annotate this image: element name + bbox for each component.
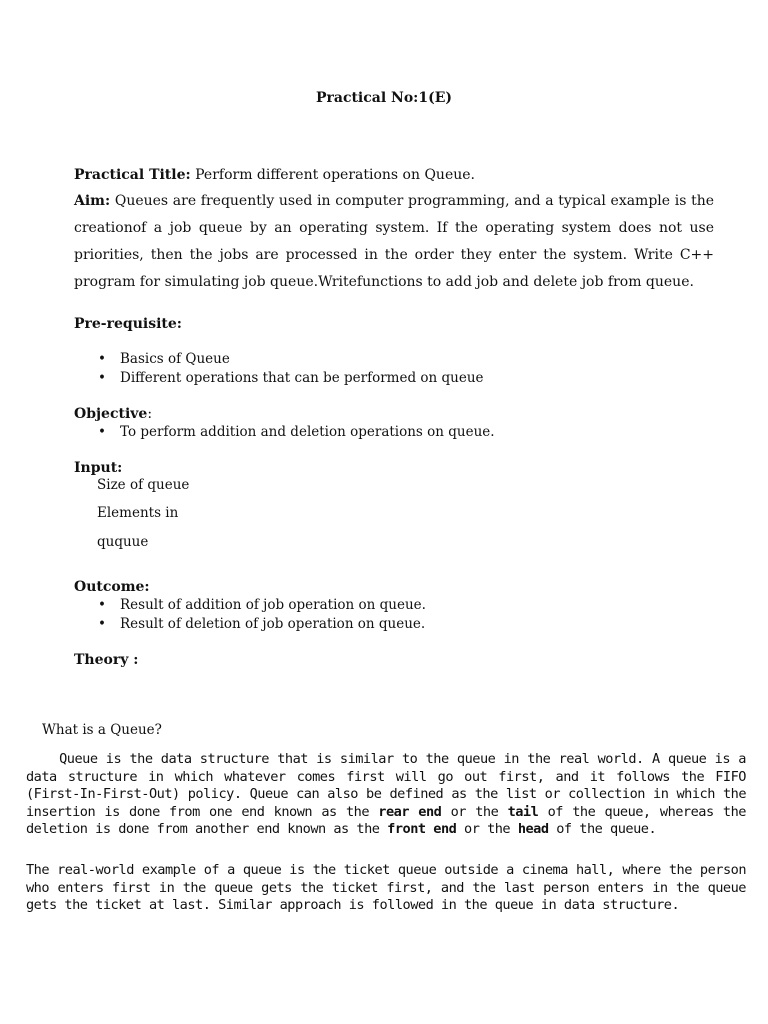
objective-colon: : — [147, 406, 153, 422]
para1-text: Queue is the data structure that is similar to the queue in the real world. A queue is a data structure in which whatever comes first will go out first, and it follows the FIFO (First-In-First-Out) policy. Queue can also be defined as the list or collection in which the insertion is done from one end known as the — [26, 751, 754, 820]
list-item: • Result of addition of job operation on queue. — [74, 596, 714, 615]
theory-paragraph-2: The real-world example of a queue is the ticket queue outside a cinema hall, where the person who enters first in the queue gets the ticket first, and the last person enters in the queue gets the ticket at last. Similar approach is followed in the queue in data structure. — [26, 862, 746, 913]
para1-text: or the — [456, 821, 518, 837]
prerequisite-heading: Pre-requisite: — [74, 316, 182, 332]
objective-heading-text: Objective — [74, 406, 148, 422]
objective-heading — [74, 406, 714, 422]
input-line-queue: ququue — [97, 534, 149, 550]
para1-bold-front-end: front end — [387, 821, 457, 837]
list-item: • To perform addition and deletion operations on queue. — [74, 423, 714, 442]
objective-list — [74, 423, 714, 442]
what-is-queue-heading: What is a Queue? — [42, 722, 162, 738]
aim-label: Aim: — [74, 193, 111, 209]
theory-heading: Theory : — [74, 652, 139, 668]
practical-title-label: Practical Title: — [74, 167, 191, 183]
practical-title-text: Perform different operations on Queue. — [190, 167, 475, 183]
aim-paragraph — [74, 188, 714, 296]
prerequisite-list — [74, 350, 714, 388]
para1-bold-tail: tail — [507, 803, 539, 820]
aim-text: Queues are frequently used in computer programming, and a typical example is the creationof a job queue by an operating system. If the operating system does not use priorities, then the jobs are processed in the order they enter the system. Write C++ program for simulating job queue.Writefunctions to add job and delete job from queue. — [74, 193, 714, 290]
page-title: Practical No:1(E) — [315, 90, 453, 106]
list-item: • Different operations that can be performed on queue — [74, 369, 714, 388]
theory-paragraph-1 — [26, 751, 754, 839]
input-heading: Input: — [74, 460, 123, 476]
para1-bold-rear-end: rear end — [378, 803, 442, 820]
input-line-size: Size of queue — [97, 477, 190, 493]
para1-text: of the queue. — [548, 821, 657, 837]
practical-title-line — [74, 167, 714, 183]
outcome-list — [74, 596, 714, 634]
para1-bold-head: head — [517, 821, 549, 837]
outcome-heading: Outcome: — [74, 579, 150, 595]
para1-text: or the — [441, 803, 508, 820]
input-line-elements: Elements in — [97, 505, 179, 521]
list-item: • Basics of Queue — [74, 350, 714, 369]
para1-text: of the queue, whereas the deletion is done from another end known as the — [26, 803, 754, 837]
list-item: • Result of deletion of job operation on queue. — [74, 615, 714, 634]
